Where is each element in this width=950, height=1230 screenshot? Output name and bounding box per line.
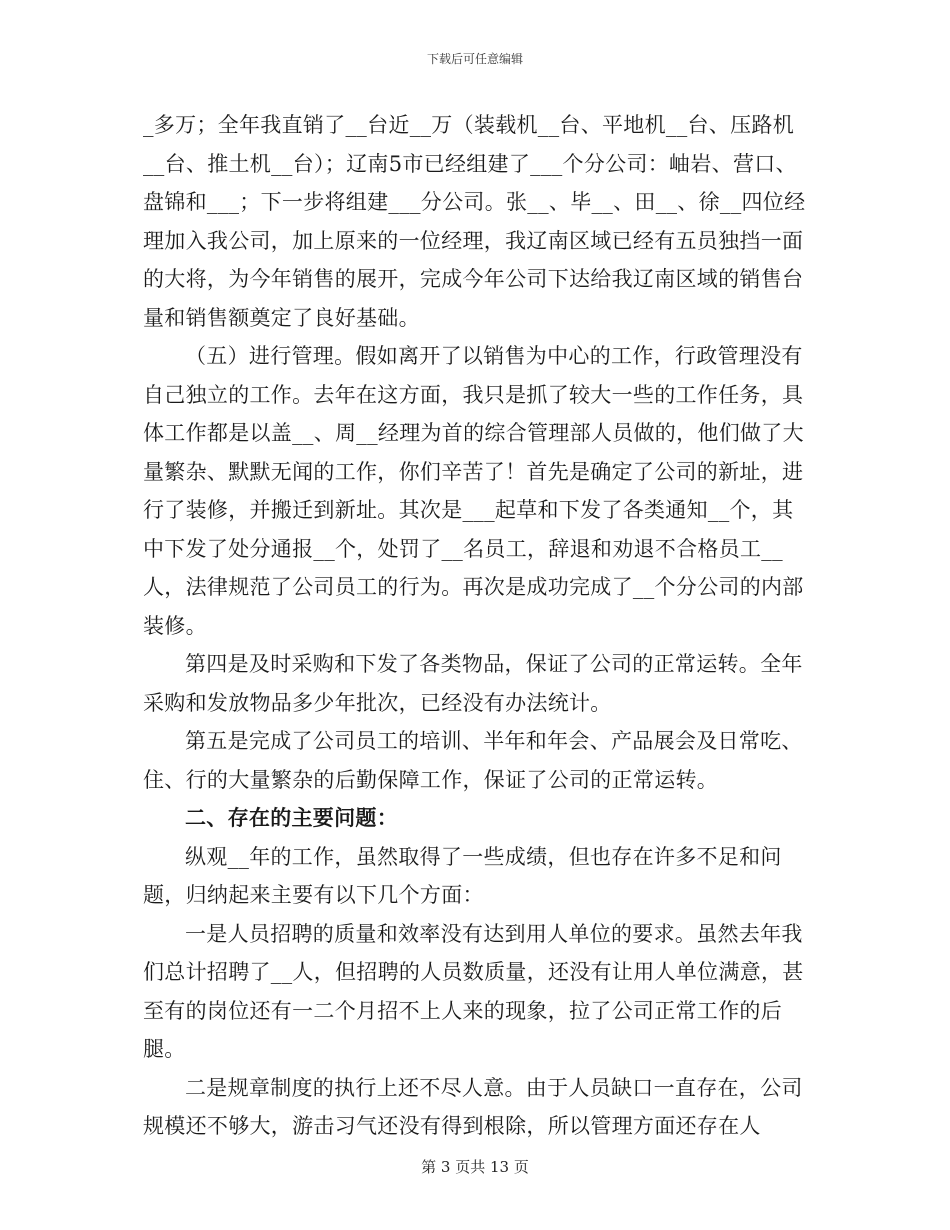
page-footer: 第 3 页共 13 页	[421, 1158, 529, 1176]
paragraph-1: _多万；全年我直销了__台近__万（装载机__台、平地机__台、压路机__台、推土机__台）；辽南5市已经组建了___个分公司：岫岩、营口、盘锦和___；下一步将组建___分公司。张__、毕__、田__、徐__四位经理加入我公司，加上原来的一位经理，我辽南区域已经有五员独挡一面的大将，为今年销售的展开，完成今年公司下达给我辽南区域的销售台量和销售额奠定了良好基础。	[143, 113, 806, 330]
page-header: 下载后可任意编辑	[426, 52, 523, 66]
section-heading: 二、存在的主要问题：	[185, 805, 398, 830]
paragraph-3: 第四是及时采购和下发了各类物品，保证了公司的正常运转。全年采购和发放物品多少年批次，已经没有办法统计。	[143, 652, 803, 715]
document-body	[143, 106, 813, 1146]
paragraph-4: 第五是完成了公司员工的培训、半年和年会、产品展会及日常吃、住、行的大量繁杂的后勤保障工作，保证了公司的正常运转。	[143, 729, 803, 792]
paragraph-7: 二是规章制度的执行上还不尽人意。由于人员缺口一直存在，公司规模还不够大，游击习气还没有得到根除，所以管理方面还存在人	[143, 1075, 803, 1138]
paragraph-2: （五）进行管理。假如离开了以销售为中心的工作，行政管理没有自己独立的工作。去年在这方面，我只是抓了较大一些的工作任务，具体工作都是以盖__、周__经理为首的综合管理部人员做的，他们做了大量繁杂、默默无闻的工作，你们辛苦了！首先是确定了公司的新址，进行了装修，并搬迁到新址。其次是___起草和下发了各类通知__个，其中下发了处分通报__个，处罚了__名员工，辞退和劝退不合格员工__人，法律规范了公司员工的行为。再次是成功完成了__个分公司的内部装修。	[143, 344, 804, 638]
paragraph-5: 纵观__年的工作，虽然取得了一些成绩，但也存在许多不足和问题，归纳起来主要有以下几个方面：	[143, 844, 782, 907]
paragraph-6: 一是人员招聘的质量和效率没有达到用人单位的要求。虽然去年我们总计招聘了__人，但招聘的人员数质量，还没有让用人单位满意，甚至有的岗位还有一二个月招不上人来的现象，拉了公司正常工作的后腿。	[143, 921, 804, 1061]
